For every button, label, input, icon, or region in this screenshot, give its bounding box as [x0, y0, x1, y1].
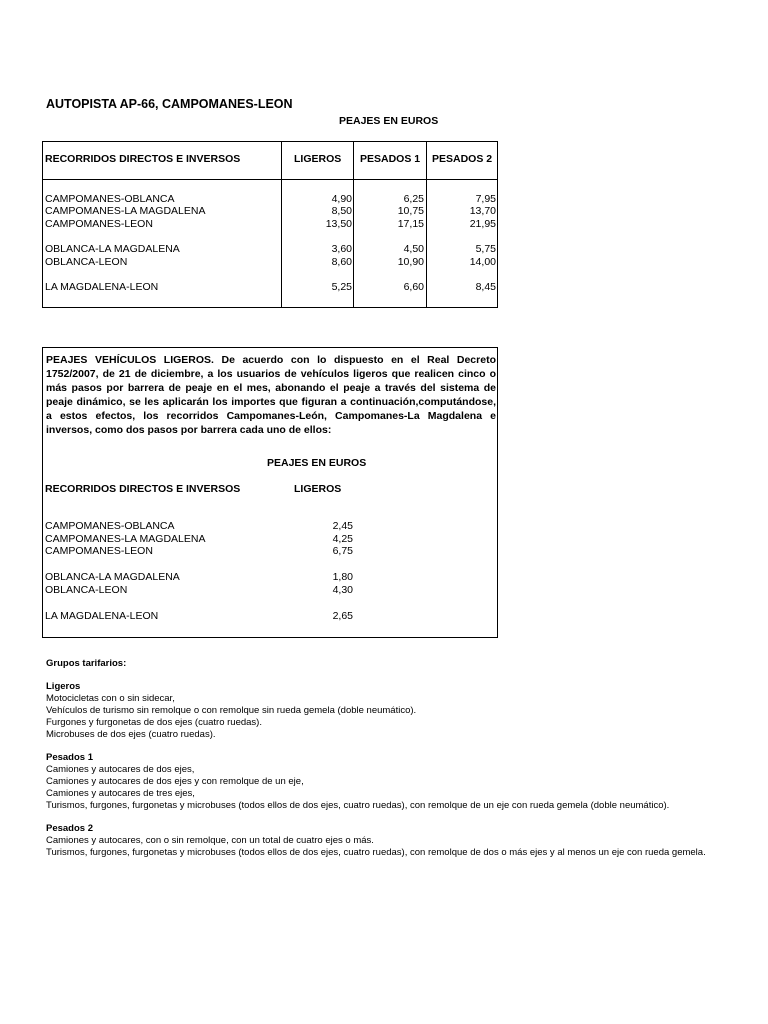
- route-name: CAMPOMANES-LA MAGDALENA: [45, 205, 206, 217]
- box2-subtitle: PEAJES EN EUROS: [267, 457, 367, 469]
- notes-heading: Grupos tarifarios:: [46, 658, 127, 669]
- tariff-groups-notes: [46, 658, 736, 859]
- route-name: CAMPOMANES-LEON: [45, 545, 153, 557]
- ligeros-value: 8,60: [331, 256, 352, 268]
- route-name: CAMPOMANES-LA MAGDALENA: [45, 533, 206, 545]
- note-line: Turismos, furgones, furgonetas y microbuses (todos ellos de dos ejes, cuatro ruedas), con remolque de dos o más ejes y al menos un eje con rueda gemela.: [46, 847, 706, 858]
- ligeros-value: 1,80: [332, 571, 353, 583]
- header-ligeros: LIGEROS: [294, 153, 342, 165]
- ligeros-value: 13,50: [325, 218, 352, 230]
- header-divider: [43, 179, 497, 180]
- header-routes: RECORRIDOS DIRECTOS E INVERSOS: [45, 153, 241, 165]
- route-name: LA MAGDALENA-LEON: [45, 610, 159, 622]
- note-line: Camiones y autocares de dos ejes y con remolque de un eje,: [46, 776, 304, 787]
- ligeros-value: 4,25: [332, 533, 353, 545]
- pesados2-heading: Pesados 2: [46, 823, 93, 834]
- ligeros-heading: Ligeros: [46, 681, 81, 692]
- ligeros-value: 5,25: [331, 281, 352, 293]
- document-title: AUTOPISTA AP-66, CAMPOMANES-LEON: [46, 97, 293, 111]
- note-line: Furgones y furgonetas de dos ejes (cuatro ruedas).: [46, 717, 262, 728]
- route-name: OBLANCA-LA MAGDALENA: [45, 571, 180, 583]
- ligeros-value: 4,30: [332, 584, 353, 596]
- note-line: Motocicletas con o sin sidecar,: [46, 693, 175, 704]
- dynamic-toll-box: [42, 347, 498, 638]
- ligeros-value: 3,60: [331, 243, 352, 255]
- header-pesados-2: PESADOS 2: [432, 153, 493, 165]
- ligeros-value: 4,90: [331, 193, 352, 205]
- note-line: Camiones y autocares, con o sin remolque, con un total de cuatro ejes o más.: [46, 835, 374, 846]
- route-name: OBLANCA-LA MAGDALENA: [45, 243, 180, 255]
- note-line: Microbuses de dos ejes (cuatro ruedas).: [46, 729, 216, 740]
- pesados2-value: 14,00: [469, 256, 496, 268]
- dynamic-toll-paragraph: PEAJES VEHÍCULOS LIGEROS. De acuerdo con lo dispuesto en el Real Decreto 1752/2007, de 21 de diciembre, a los usuarios de vehículos ligeros que realicen cinco o más pasos por barrera de peaje en el mes, abonando el peaje a través del sistema de peaje dinámico, se les aplicarán los importes que figuran a continuación,computándose, a estos efectos, los recorridos Campomanes-León, Campomanes-La Magdalena e inversos, como dos pasos por barrera cada uno de ellos:: [46, 354, 496, 436]
- note-line: Vehículos de turismo sin remolque o con remolque sin rueda gemela (doble neumático).: [46, 705, 417, 716]
- ligeros-value: 8,50: [331, 205, 352, 217]
- toll-table: [42, 141, 498, 308]
- pesados1-value: 10,90: [397, 256, 424, 268]
- box2-header-routes: RECORRIDOS DIRECTOS E INVERSOS: [45, 483, 241, 495]
- route-name: CAMPOMANES-LEON: [45, 218, 153, 230]
- pesados2-value: 21,95: [469, 218, 496, 230]
- pesados2-value: 8,45: [475, 281, 496, 293]
- pesados1-heading: Pesados 1: [46, 752, 93, 763]
- column-divider: [281, 142, 282, 307]
- pesados1-value: 6,25: [403, 193, 424, 205]
- table-subtitle: PEAJES EN EUROS: [339, 115, 439, 127]
- route-name: LA MAGDALENA-LEON: [45, 281, 159, 293]
- header-pesados-1: PESADOS 1: [360, 153, 421, 165]
- pesados1-value: 6,60: [403, 281, 424, 293]
- pesados1-value: 4,50: [403, 243, 424, 255]
- ligeros-value: 6,75: [332, 545, 353, 557]
- pesados2-value: 13,70: [469, 205, 496, 217]
- note-line: Turismos, furgones, furgonetas y microbuses (todos ellos de dos ejes, cuatro ruedas), con remolque de un eje con rueda gemela (doble neumático).: [46, 800, 670, 811]
- pesados2-value: 5,75: [475, 243, 496, 255]
- route-name: CAMPOMANES-OBLANCA: [45, 520, 175, 532]
- note-line: Camiones y autocares de tres ejes,: [46, 788, 195, 799]
- column-divider: [426, 142, 427, 307]
- pesados1-value: 10,75: [397, 205, 424, 217]
- box2-header-ligeros: LIGEROS: [294, 483, 342, 495]
- column-divider: [353, 142, 354, 307]
- route-name: CAMPOMANES-OBLANCA: [45, 193, 175, 205]
- route-name: OBLANCA-LEON: [45, 584, 128, 596]
- ligeros-value: 2,45: [332, 520, 353, 532]
- pesados2-value: 7,95: [475, 193, 496, 205]
- pesados1-value: 17,15: [397, 218, 424, 230]
- note-line: Camiones y autocares de dos ejes,: [46, 764, 195, 775]
- route-name: OBLANCA-LEON: [45, 256, 128, 268]
- ligeros-value: 2,65: [332, 610, 353, 622]
